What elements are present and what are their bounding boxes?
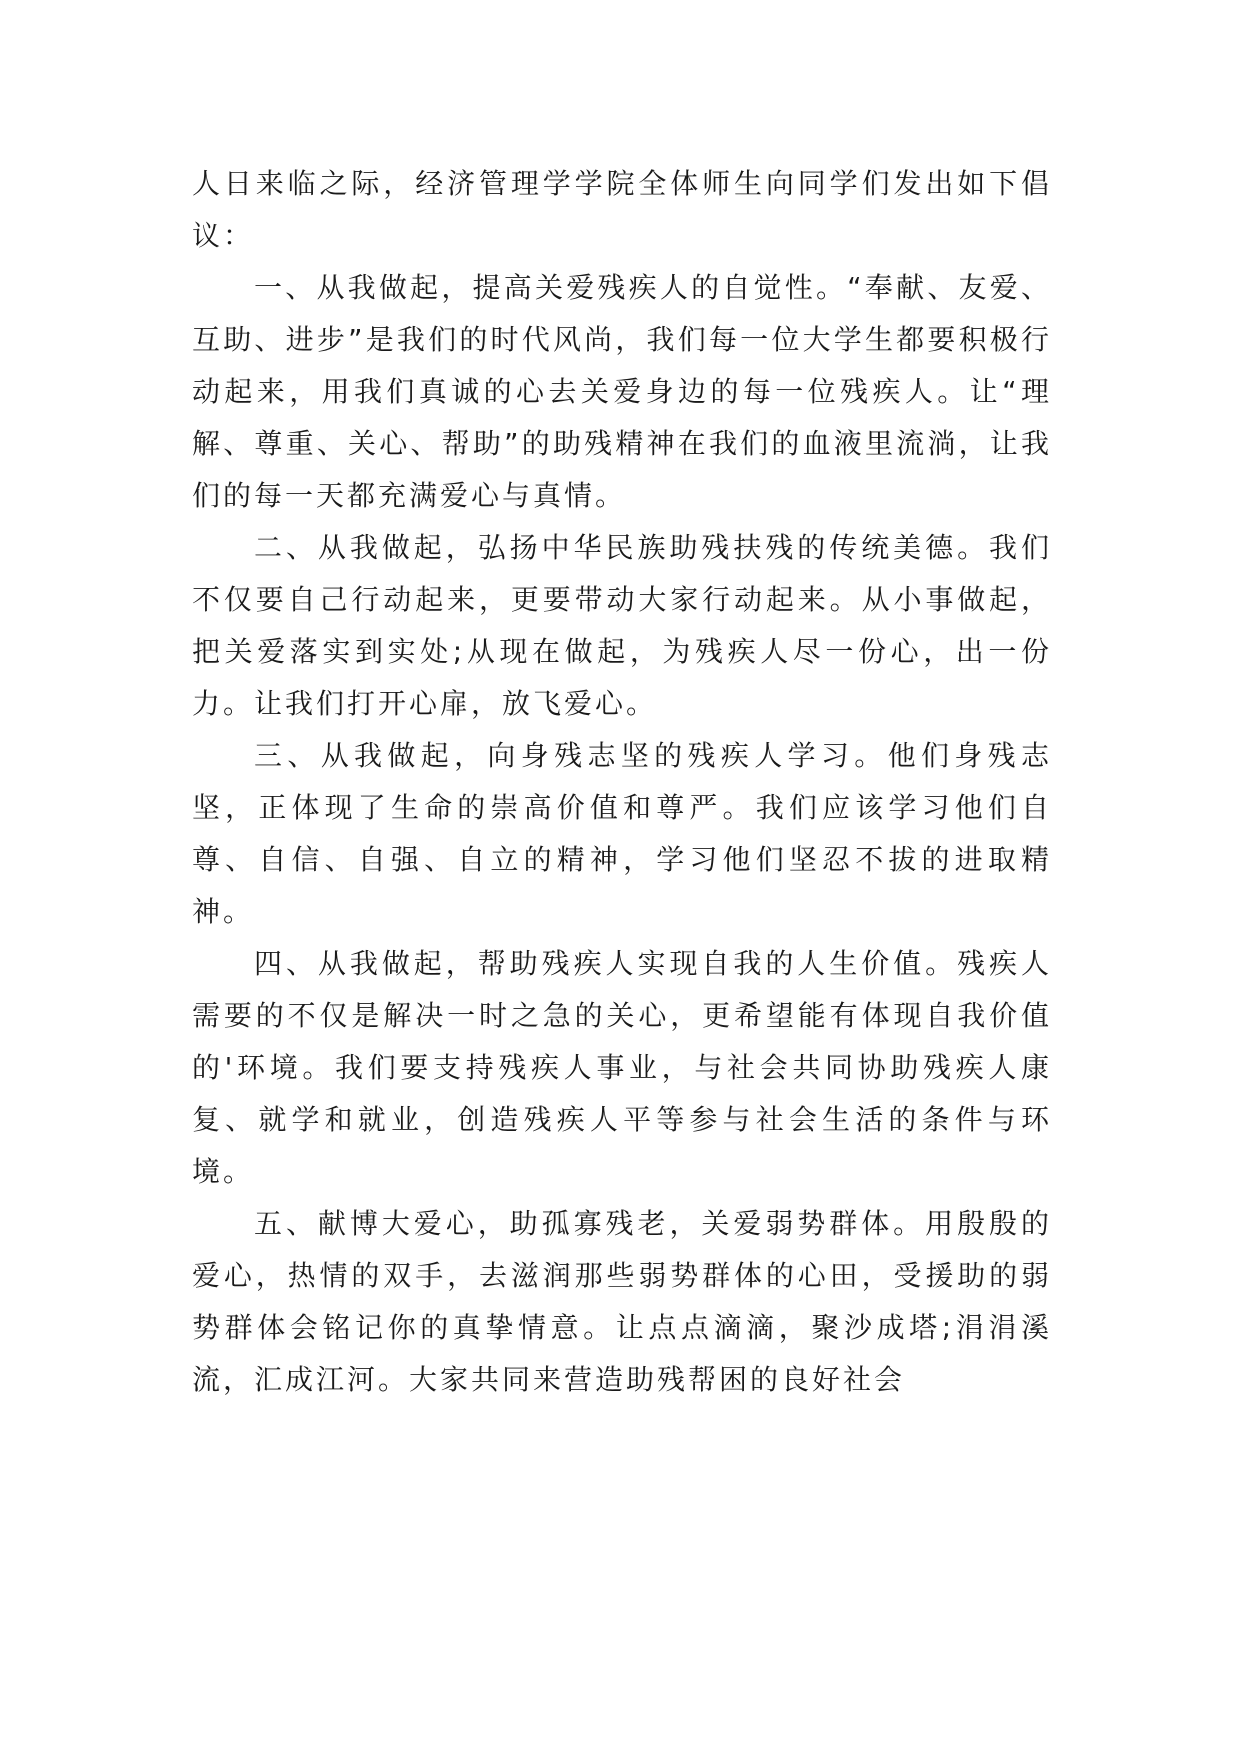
paragraph-point-2: 二、从我做起，弘扬中华民族助残扶残的传统美德。我们不仅要自己行动起来，更要带动大家行动起来。从小事做起，把关爱落实到实处;从现在做起，为残疾人尽一份心，出一份力。让我们打开心扉，放飞爱心。 — [192, 531, 1052, 720]
paragraph-intro: 人日来临之际，经济管理学学院全体师生向同学们发出如下倡议： — [192, 167, 1052, 252]
paragraph-point-3: 三、从我做起，向身残志坚的残疾人学习。他们身残志坚，正体现了生命的崇高价值和尊严。我们应该学习他们自尊、自信、自强、自立的精神，学习他们坚忍不拔的进取精神。 — [192, 739, 1052, 928]
paragraph-point-4: 四、从我做起，帮助残疾人实现自我的人生价值。残疾人需要的不仅是解决一时之急的关心，更希望能有体现自我价值的'环境。我们要支持残疾人事业，与社会共同协助残疾人康复、就学和就业，创造残疾人平等参与社会生活的条件与环境。 — [192, 947, 1052, 1188]
document-body — [192, 158, 1052, 1406]
paragraph-point-5: 五、献博大爱心，助孤寡残老，关爱弱势群体。用殷殷的爱心，热情的双手，去滋润那些弱势群体的心田，受援助的弱势群体会铭记你的真挚情意。让点点滴滴，聚沙成塔;涓涓溪流，汇成江河。大家共同来营造助残帮困的良好社会 — [192, 1207, 1052, 1396]
paragraph-point-1: 一、从我做起，提高关爱残疾人的自觉性。“奉献、友爱、互助、进步”是我们的时代风尚，我们每一位大学生都要积极行动起来，用我们真诚的心去关爱身边的每一位残疾人。让“理解、尊重、关心、帮助”的助残精神在我们的血液里流淌，让我们的每一天都充满爱心与真情。 — [192, 271, 1052, 512]
